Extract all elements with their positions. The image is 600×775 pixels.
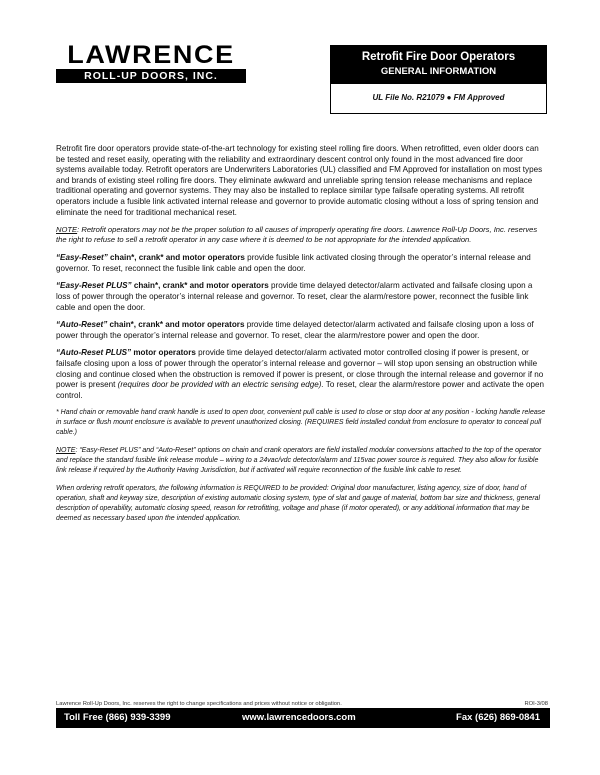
document-body	[56, 144, 548, 532]
document-subtitle: GENERAL INFORMATION	[380, 66, 497, 77]
logo-tagline-bar: ROLL-UP DOORS, INC.	[56, 69, 246, 83]
note2-text: : “Easy-Reset PLUS” and “Auto-Reset” options on chain and crank operators are field installed modular conversions attached to the top of the operator and replace the standard fusible link release module – wiring to a 24vac/vdc detector/alarm and 115vac power source is required. They also allow for fusible link release if required by the Authority Having Jurisdiction, but if activated will require reconnection of the fusible link cable to reset.	[56, 447, 542, 475]
document-title: Retrofit Fire Door Operators	[361, 51, 516, 63]
company-logo	[56, 42, 246, 83]
auto-reset-plus-tail: To reset, clear the alarm/restore power and activate the open control.	[56, 380, 545, 400]
footnote-paragraph: * Hand chain or removable hand crank handle is used to open door, convenient pull cable is used to close or stop door at any position - locking handle release in surface or flush mount enclosure is available to prevent unauthorized closing. (REQUIRES field installed conduit from enclosure to operator to conceal pull cable.)	[56, 409, 546, 437]
auto-reset-plus-text: provide time delayed detector/alarm activated motor controlled closing if power is present, or failsafe closing upon a loss of power through the operator’s internal release and governor – will stop upon sensing an obstruction while closing and continue closed when the obstruction is removed if power is present, or close through the internal release and governor if no power is present	[56, 348, 544, 390]
easy-reset-plus-name: “Easy-Reset PLUS”	[56, 281, 132, 291]
easy-reset-text: provide fusible link activated closing through the operator’s internal release and governor. To reset, reconnect the fusible link cable and open the door.	[56, 253, 531, 273]
auto-reset-paragraph	[56, 320, 548, 341]
fax-number: Fax (626) 869-0841	[456, 712, 540, 723]
auto-reset-plus-name: “Auto-Reset PLUS”	[56, 348, 132, 358]
ul-file-line: UL File No. R21079 ● FM Approved	[372, 93, 505, 102]
footer-doc-code: ROI-3/08	[524, 701, 548, 707]
easy-reset-plus-bold: chain*, crank* and motor operators	[131, 281, 269, 291]
footer-contact-bar	[56, 708, 550, 728]
easy-reset-name: “Easy-Reset”	[56, 253, 108, 263]
footer-disclaimer-line	[56, 701, 548, 707]
auto-reset-plus-italic: (requires door be provided with an electric sensing edge).	[117, 380, 324, 390]
logo-wordmark: LAWRENCE	[67, 41, 235, 69]
note2-paragraph	[56, 446, 548, 476]
easy-reset-plus-text: provide time delayed detector/alarm activated and failsafe closing upon a loss of power through the operator’s internal release and governor. To reset, clear the alarm/restore power, reconnect the fusible link cable and open the door.	[56, 281, 533, 312]
auto-reset-text: provide time delayed detector/alarm activated and failsafe closing upon a loss of power through the operator’s internal release and governor. To reset, clear the alarm/restore power and open the door.	[56, 320, 534, 340]
intro-paragraph: Retrofit fire door operators provide state-of-the-art technology for existing steel rolling fire doors. When retrofitted, even older doors can be tested and reset easily, operating with the reliability and extraordinary descent control only found in the most advanced fire door systems available today. Retrofit operators are Underwriters Laboratories (UL) classified and FM Approved for installation on most types and brands of existing steel rolling fire doors. They eliminate awkward and unreliable spring tension release mechanisms and replace traditional operating and governor systems. They may also be installed to replace similar type failsafe operating systems. All retrofit operators include a fusible link activated internal release and governor to provide automatic closing without a loss of spring tension and eliminate the need for traditional mechanical reset.	[56, 144, 543, 217]
website-link[interactable]: www.lawrencedoors.com	[242, 712, 356, 723]
easy-reset-bold: chain*, crank* and motor operators	[107, 253, 245, 263]
toll-free-number: Toll Free (866) 939-3399	[64, 712, 171, 723]
auto-reset-bold: chain*, crank* and motor operators	[107, 320, 245, 330]
easy-reset-plus-paragraph	[56, 281, 548, 313]
footer-disclaimer: Lawrence Roll-Up Doors, Inc. reserves the right to change specifications and prices without notice or obligation.	[56, 701, 342, 707]
auto-reset-plus-paragraph	[56, 348, 548, 401]
easy-reset-paragraph	[56, 253, 548, 274]
note-text: : Retrofit operators may not be the proper solution to all causes of improperly operating fire doors. Lawrence Roll-Up Doors, Inc. reserves the right to refuse to sell a retrofit operator in any case where it is deemed to be not appropriate for the intended application.	[56, 225, 538, 245]
note-label: NOTE	[56, 225, 78, 235]
note2-label: NOTE	[56, 447, 76, 455]
auto-reset-name: “Auto-Reset”	[56, 320, 108, 330]
note-paragraph	[56, 225, 548, 245]
document-header-box	[330, 45, 547, 114]
ordering-paragraph: When ordering retrofit operators, the following information is REQUIRED to be provided: Original door manufacturer, listing agency, size of door, hand of operation, shaft and keyway size, description of existing automatic closing system, type of slat and gauge of material, bottom bar size and thickness, general description of operability, automatic closing speed, reason for retrofitting, voltage and phase (if motor operated), or any additional information that may be deemed as necessary based upon the intended application.	[56, 485, 541, 523]
auto-reset-plus-bold: motor operators	[131, 348, 196, 358]
header-title-block	[331, 46, 546, 84]
